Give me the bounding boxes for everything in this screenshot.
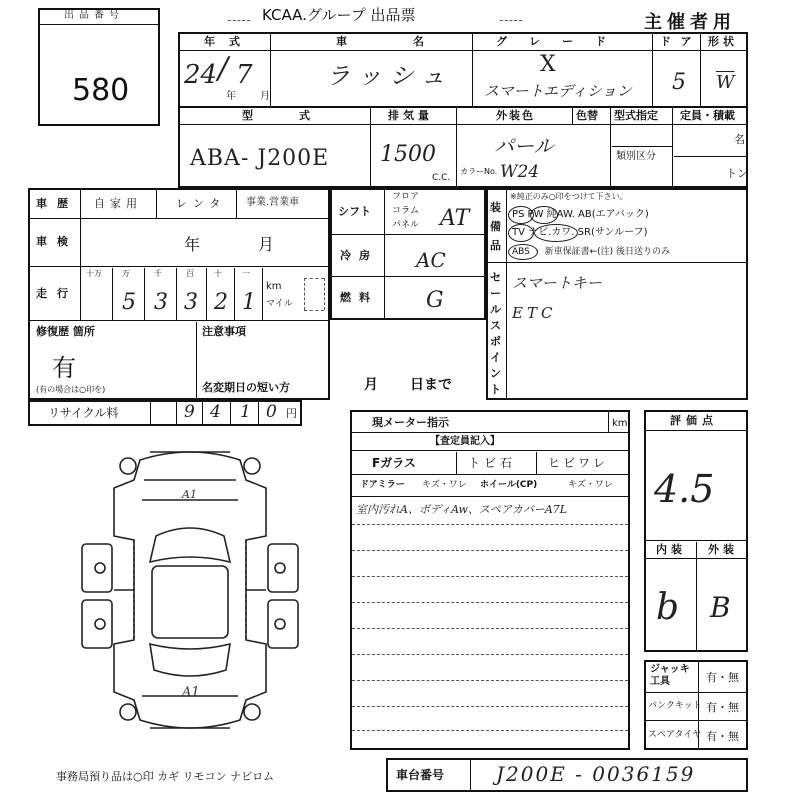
shift-option-floor: フロア bbox=[392, 192, 420, 202]
navi-circle bbox=[534, 224, 578, 242]
year-value: 24 bbox=[184, 60, 218, 90]
inspector-comment: 室内汚れA、ボディAw、スペアカバーA7L bbox=[356, 503, 568, 516]
capacity-label: 定員・積載 bbox=[680, 109, 735, 122]
mile-unit: マイル bbox=[266, 299, 293, 309]
recycle-digit: 1 bbox=[240, 402, 251, 422]
sales-point-label: セールスポイント bbox=[490, 271, 501, 396]
meter-label: 現メーター指示 bbox=[372, 416, 449, 429]
meter-unit: km bbox=[612, 418, 628, 429]
category-label: 類別区分 bbox=[616, 151, 656, 162]
color-no-value: W24 bbox=[500, 162, 540, 182]
spare-label: スペアタイヤ bbox=[648, 730, 702, 740]
inspector-title: 【査定員記入】 bbox=[430, 436, 500, 447]
shift-option-column: コラム bbox=[392, 206, 419, 216]
tv-circle bbox=[508, 224, 534, 242]
displacement-value: 1500 bbox=[380, 142, 436, 167]
score-label: 評価点 bbox=[670, 414, 718, 427]
notes-label: 注意事項 bbox=[202, 325, 246, 338]
recycle-digit: 4 bbox=[210, 402, 221, 422]
lot-number-box bbox=[38, 8, 160, 126]
equipment-line-3: ABS ・ 新車保証書←(注) 後日送りのみ bbox=[512, 247, 671, 257]
mirror-status: キズ・ワレ bbox=[422, 480, 467, 490]
interior-value: b bbox=[656, 587, 680, 628]
recycle-digit: 9 bbox=[184, 402, 195, 422]
pw-circle bbox=[530, 206, 558, 224]
lot-number: 580 bbox=[72, 73, 130, 108]
chassis-value: J200E - 0036159 bbox=[496, 762, 696, 786]
equipment-line-2: TV ナビ.カワ. SR(サンルーフ) bbox=[512, 227, 648, 238]
score-value: 4.5 bbox=[654, 467, 715, 511]
sales-point-item: ETC bbox=[512, 304, 557, 322]
mileage-digit: 3 bbox=[154, 290, 168, 315]
grade-label: グレード bbox=[496, 35, 628, 48]
shift-value: AT bbox=[440, 206, 470, 231]
lot-label: 出品番号 bbox=[64, 10, 124, 21]
fuel-label: 燃料 bbox=[340, 291, 378, 304]
jack-yes-no: 有・無 bbox=[706, 671, 739, 684]
recycle-digit: 0 bbox=[266, 402, 277, 422]
inspection-year: 年 bbox=[184, 235, 201, 254]
inspection-month: 月 bbox=[258, 235, 275, 254]
mileage-digit: 2 bbox=[214, 290, 228, 315]
grade-value-2: スマートエディション bbox=[484, 82, 632, 100]
ac-value: AC bbox=[416, 248, 446, 272]
year-label: 年式 bbox=[204, 35, 254, 48]
registration-deadline-label: 名変期日の短い方 bbox=[202, 381, 290, 394]
shape-value: $\overline{W}$ bbox=[716, 72, 735, 93]
model-designation-label: 型式指定 bbox=[614, 109, 658, 122]
displacement-label: 排気量 bbox=[388, 109, 433, 122]
repair-label: 修復歴 箇所 bbox=[36, 325, 95, 338]
car-name-label: 車名 bbox=[336, 35, 490, 48]
form-title: KCAA.グループ 出品票 bbox=[262, 6, 416, 24]
mileage-label: 走行 bbox=[36, 287, 78, 300]
exterior-label: 外装 bbox=[708, 543, 738, 556]
rental: レンタ bbox=[176, 197, 227, 210]
wheel-label: ホイール(CP) bbox=[480, 480, 538, 490]
recycle-unit: 円 bbox=[286, 407, 297, 420]
sales-point-item: スマートキー bbox=[512, 274, 602, 292]
history-label: 車歴 bbox=[36, 197, 78, 210]
inspection-label: 車検 bbox=[36, 235, 78, 248]
exterior-value: B bbox=[710, 591, 731, 624]
wheel-status: キズ・ワレ bbox=[568, 480, 613, 490]
repair-value: 有 bbox=[52, 354, 76, 382]
equipment-label: 装備品 bbox=[490, 201, 501, 252]
registration-month: 月 bbox=[364, 377, 378, 393]
door-mirror-label: ドアミラー bbox=[360, 480, 405, 490]
fuel-value: G bbox=[426, 288, 444, 313]
color-change-label: 色替 bbox=[576, 109, 598, 122]
chassis-label: 車台番号 bbox=[396, 768, 445, 782]
organizer-label: 主催者用 bbox=[644, 12, 736, 33]
diagram-mark-front: A1 bbox=[182, 488, 197, 501]
registration-day: 日まで bbox=[410, 377, 452, 393]
recycle-label: リサイクル料 bbox=[48, 406, 119, 420]
windshield-label: Fガラス bbox=[372, 456, 416, 470]
model-value: ABA- J200E bbox=[190, 146, 330, 171]
mileage-digit: 1 bbox=[242, 290, 256, 315]
puncture-label: パンクキット bbox=[648, 701, 702, 711]
shift-label: シフト bbox=[338, 205, 371, 218]
hibi-ware: ヒビワレ bbox=[548, 456, 609, 470]
repair-note: (有の場合は○印を) bbox=[36, 385, 106, 394]
interior-label: 内装 bbox=[656, 543, 686, 556]
jack-label: ジャッキ工具 bbox=[650, 664, 690, 687]
grade-value-1: X bbox=[540, 52, 556, 77]
shift-option-panel: パネル bbox=[392, 220, 420, 230]
spare-yes-no: 有・無 bbox=[706, 730, 739, 743]
color-no-label: カラーNo. bbox=[460, 167, 498, 176]
shape-label: 形状 bbox=[708, 35, 738, 48]
tobi-ishi: トビ石 bbox=[468, 456, 517, 470]
km-unit: km bbox=[266, 281, 282, 292]
ac-label: 冷房 bbox=[340, 249, 378, 262]
diagram-mark-rear: A1 bbox=[182, 685, 200, 700]
color-value: パール bbox=[494, 134, 554, 158]
mileage-digit: 3 bbox=[184, 290, 198, 315]
doors-label: ドア bbox=[660, 35, 702, 48]
model-label: 型式 bbox=[242, 109, 356, 122]
month-value: 7 bbox=[236, 60, 253, 90]
car-name-value: ラッシュ bbox=[326, 62, 454, 90]
doors-value: 5 bbox=[672, 70, 686, 95]
equipment-note: ※純正のみ○印をつけて下さい。 bbox=[510, 192, 628, 201]
exterior-color-label: 外装色 bbox=[496, 109, 535, 122]
private-use: 自家用 bbox=[94, 197, 142, 210]
equipment-line-1: PS PW 純AW. AB(エアバック) bbox=[512, 209, 649, 220]
car-diagram bbox=[70, 440, 310, 740]
mileage-digit: 5 bbox=[122, 290, 136, 315]
office-items: 事務局預り品は○印 カギ リモコン ナビロム bbox=[56, 770, 275, 783]
puncture-yes-no: 有・無 bbox=[706, 701, 739, 714]
abs-circle bbox=[508, 244, 538, 260]
business-use: 事業.営業車 bbox=[246, 197, 300, 208]
